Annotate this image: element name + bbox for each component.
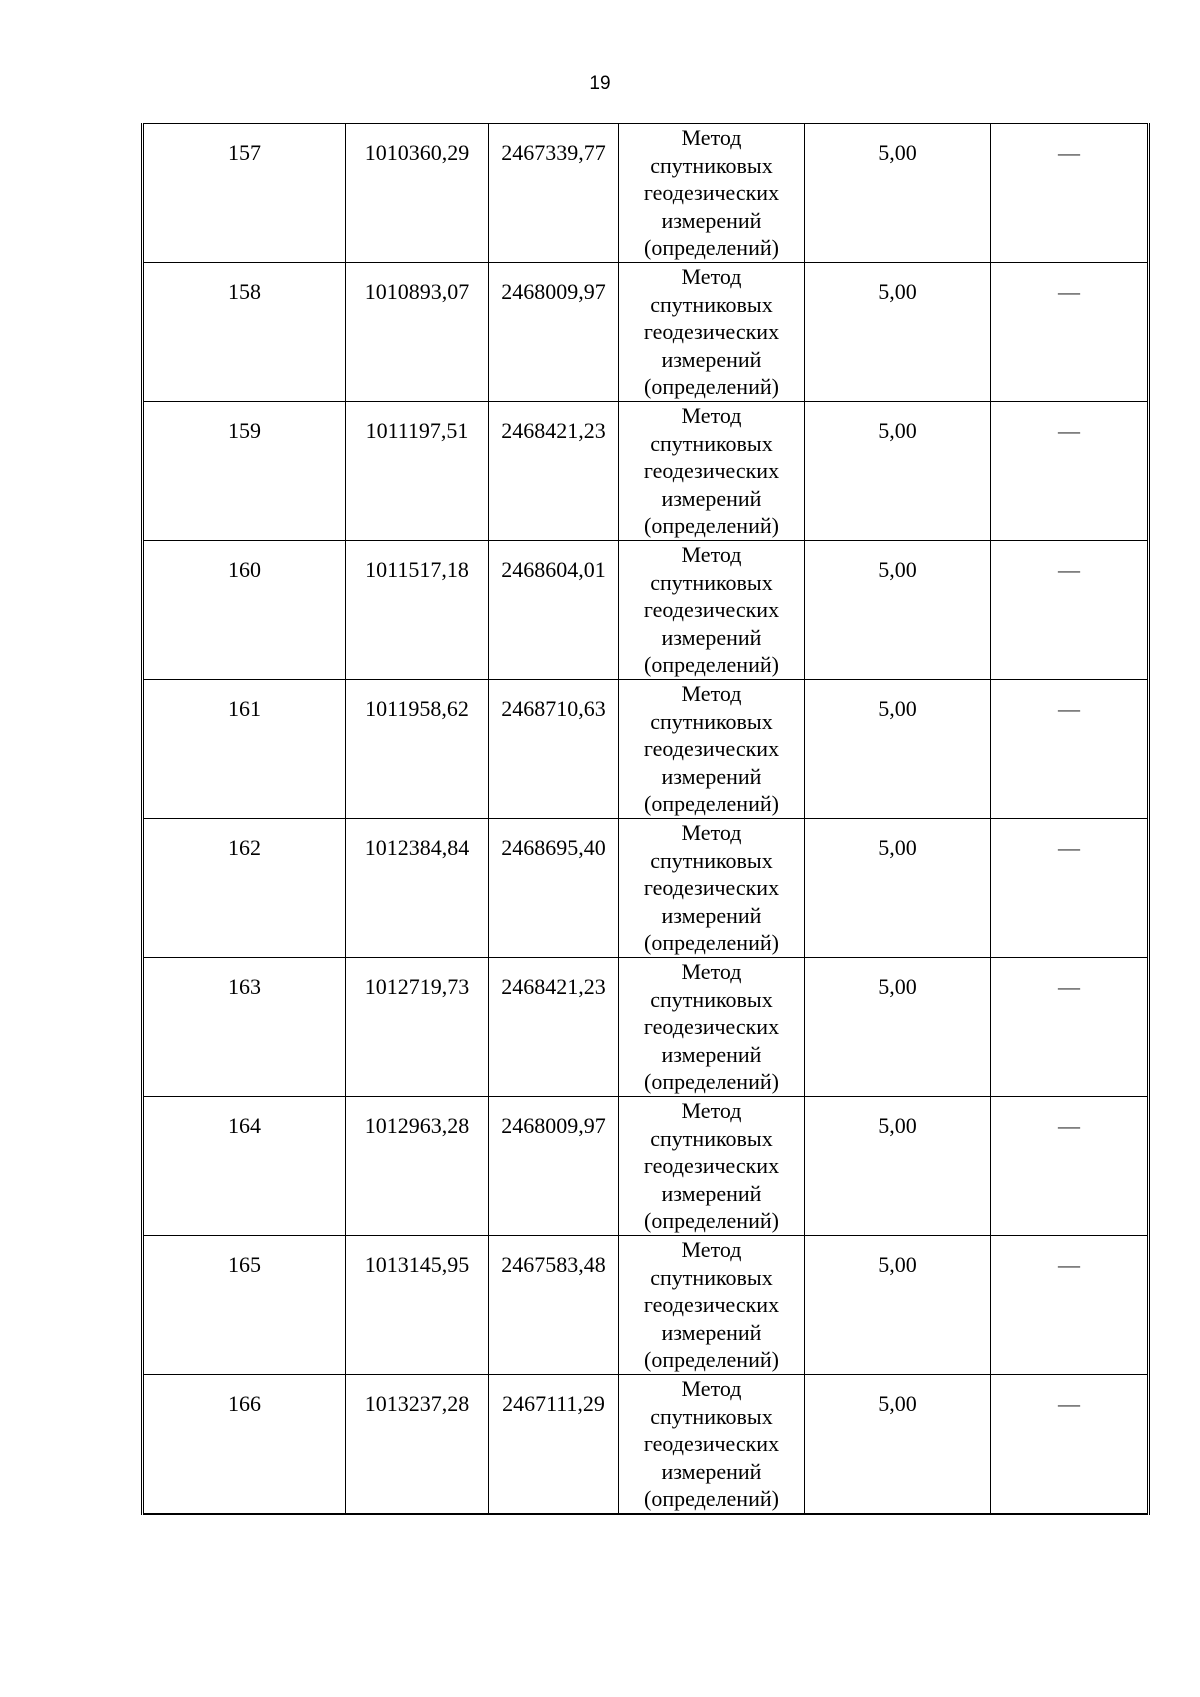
- method-cell: [619, 819, 805, 958]
- note-cell: —: [991, 958, 1149, 1097]
- note-cell: —: [991, 680, 1149, 819]
- method-line: Метод: [681, 1376, 742, 1401]
- table-row: [143, 263, 1149, 402]
- method-line: Метод: [681, 959, 742, 984]
- method-cell: [619, 680, 805, 819]
- coordinates-table: [141, 123, 1150, 1515]
- method-line: измерений: [661, 1041, 762, 1067]
- method-line: спутниковых: [650, 430, 773, 456]
- method-cell: [619, 541, 805, 680]
- method-line: Метод: [681, 542, 742, 567]
- y-coordinate-cell: 2468710,63: [489, 680, 619, 819]
- method-line: (определений): [644, 374, 779, 400]
- y-coordinate-cell: 2468421,23: [489, 402, 619, 541]
- point-number-cell: 164: [143, 1097, 346, 1236]
- method-line: спутниковых: [650, 708, 773, 734]
- note-cell: —: [991, 541, 1149, 680]
- method-line: геодезических: [643, 1153, 780, 1179]
- method-line: (определений): [644, 1208, 779, 1234]
- method-line: геодезических: [643, 458, 780, 484]
- method-line: спутниковых: [650, 569, 773, 595]
- method-line: Метод: [681, 820, 742, 845]
- point-number-cell: 165: [143, 1236, 346, 1375]
- x-coordinate-cell: 1011958,62: [346, 680, 489, 819]
- coordinates-table-body: [143, 124, 1149, 1514]
- point-number-cell: 158: [143, 263, 346, 402]
- table-row: [143, 1236, 1149, 1375]
- method-line: Метод: [681, 125, 742, 150]
- point-number-cell: 159: [143, 402, 346, 541]
- x-coordinate-cell: 1011517,18: [346, 541, 489, 680]
- table-row: [143, 958, 1149, 1097]
- method-line: геодезических: [643, 1431, 780, 1457]
- point-number-cell: 157: [143, 124, 346, 263]
- method-line: (определений): [644, 652, 779, 678]
- accuracy-cell: 5,00: [805, 402, 991, 541]
- method-line: геодезических: [643, 1014, 780, 1040]
- method-line: (определений): [644, 513, 779, 539]
- method-line: геодезических: [643, 1292, 780, 1318]
- accuracy-cell: 5,00: [805, 1097, 991, 1236]
- method-line: геодезических: [643, 736, 780, 762]
- x-coordinate-cell: 1013145,95: [346, 1236, 489, 1375]
- y-coordinate-cell: 2467583,48: [489, 1236, 619, 1375]
- note-cell: —: [991, 263, 1149, 402]
- method-line: спутниковых: [650, 1125, 773, 1151]
- point-number-cell: 161: [143, 680, 346, 819]
- method-line: спутниковых: [650, 291, 773, 317]
- coordinates-table-container: [141, 123, 1147, 1515]
- method-line: (определений): [644, 791, 779, 817]
- method-line: Метод: [681, 1237, 742, 1262]
- method-line: Метод: [681, 681, 742, 706]
- method-line: (определений): [644, 1069, 779, 1095]
- accuracy-cell: 5,00: [805, 124, 991, 263]
- method-cell: [619, 1236, 805, 1375]
- method-line: измерений: [661, 485, 762, 511]
- method-line: спутниковых: [650, 847, 773, 873]
- method-cell: [619, 958, 805, 1097]
- method-line: геодезических: [643, 319, 780, 345]
- table-row: [143, 1097, 1149, 1236]
- method-line: (определений): [644, 235, 779, 261]
- method-line: (определений): [644, 930, 779, 956]
- accuracy-cell: 5,00: [805, 1236, 991, 1375]
- table-row: [143, 124, 1149, 263]
- point-number-cell: 163: [143, 958, 346, 1097]
- note-cell: —: [991, 1236, 1149, 1375]
- table-row: [143, 541, 1149, 680]
- accuracy-cell: 5,00: [805, 958, 991, 1097]
- method-cell: [619, 1375, 805, 1514]
- method-line: (определений): [644, 1347, 779, 1373]
- page-number: 19: [589, 73, 611, 94]
- point-number-cell: 160: [143, 541, 346, 680]
- method-line: измерений: [661, 207, 762, 233]
- note-cell: —: [991, 819, 1149, 958]
- method-line: измерений: [661, 346, 762, 372]
- point-number-cell: 162: [143, 819, 346, 958]
- method-line: геодезических: [643, 180, 780, 206]
- method-line: измерений: [661, 1458, 762, 1484]
- accuracy-cell: 5,00: [805, 680, 991, 819]
- x-coordinate-cell: 1013237,28: [346, 1375, 489, 1514]
- note-cell: —: [991, 124, 1149, 263]
- x-coordinate-cell: 1011197,51: [346, 402, 489, 541]
- accuracy-cell: 5,00: [805, 263, 991, 402]
- accuracy-cell: 5,00: [805, 1375, 991, 1514]
- note-cell: —: [991, 1375, 1149, 1514]
- point-number-cell: 166: [143, 1375, 346, 1514]
- method-cell: [619, 124, 805, 263]
- method-line: измерений: [661, 763, 762, 789]
- method-line: спутниковых: [650, 986, 773, 1012]
- method-line: спутниковых: [650, 1403, 773, 1429]
- accuracy-cell: 5,00: [805, 541, 991, 680]
- table-row: [143, 819, 1149, 958]
- y-coordinate-cell: 2468695,40: [489, 819, 619, 958]
- method-line: измерений: [661, 1180, 762, 1206]
- note-cell: —: [991, 1097, 1149, 1236]
- x-coordinate-cell: 1012384,84: [346, 819, 489, 958]
- method-line: Метод: [681, 1098, 742, 1123]
- note-cell: —: [991, 402, 1149, 541]
- accuracy-cell: 5,00: [805, 819, 991, 958]
- method-cell: [619, 1097, 805, 1236]
- x-coordinate-cell: 1012963,28: [346, 1097, 489, 1236]
- method-cell: [619, 263, 805, 402]
- y-coordinate-cell: 2467111,29: [489, 1375, 619, 1514]
- method-line: измерений: [661, 624, 762, 650]
- x-coordinate-cell: 1010893,07: [346, 263, 489, 402]
- y-coordinate-cell: 2468421,23: [489, 958, 619, 1097]
- x-coordinate-cell: 1012719,73: [346, 958, 489, 1097]
- method-cell: [619, 402, 805, 541]
- method-line: измерений: [661, 1319, 762, 1345]
- method-line: геодезических: [643, 875, 780, 901]
- method-line: (определений): [644, 1486, 779, 1512]
- table-row: [143, 402, 1149, 541]
- method-line: геодезических: [643, 597, 780, 623]
- x-coordinate-cell: 1010360,29: [346, 124, 489, 263]
- y-coordinate-cell: 2468009,97: [489, 1097, 619, 1236]
- table-row: [143, 680, 1149, 819]
- y-coordinate-cell: 2468009,97: [489, 263, 619, 402]
- method-line: Метод: [681, 403, 742, 428]
- method-line: измерений: [661, 902, 762, 928]
- y-coordinate-cell: 2467339,77: [489, 124, 619, 263]
- method-line: спутниковых: [650, 152, 773, 178]
- method-line: спутниковых: [650, 1264, 773, 1290]
- table-row: [143, 1375, 1149, 1514]
- method-line: Метод: [681, 264, 742, 289]
- y-coordinate-cell: 2468604,01: [489, 541, 619, 680]
